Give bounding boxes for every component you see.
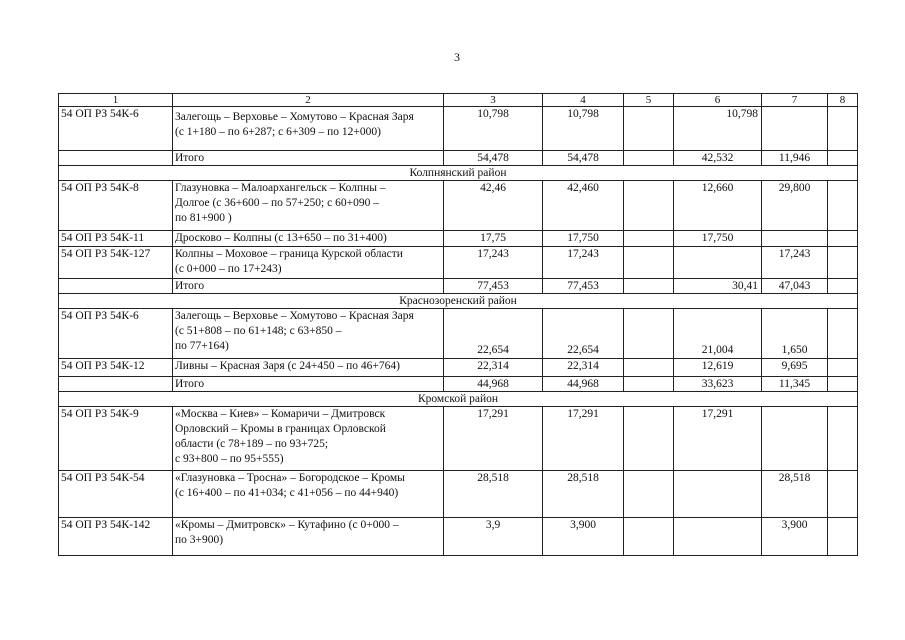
road-name-line: «Глазуновка – Тросна» – Богородское – Кромы (175, 472, 405, 484)
cell-col5 (624, 359, 674, 377)
road-name-line: с 93+800 – по 95+555) (175, 453, 284, 465)
road-name-line: «Москва – Киев» – Комаричи – Дмитровск (175, 408, 386, 420)
cell-col7: 47,043 (762, 279, 828, 294)
cell-col5 (624, 107, 674, 151)
road-name-line: (с 1+180 – по 6+287; с 6+309 – по 12+000) (175, 126, 381, 138)
column-header: 6 (674, 94, 762, 107)
road-code: 54 ОП РЗ 54К-11 (59, 231, 173, 247)
road-code: 54 ОП РЗ 54К-142 (59, 518, 173, 556)
road-name-line: области (с 78+189 – по 93+725; (175, 438, 329, 450)
cell-col4: 42,460 (543, 181, 624, 231)
cell-col7: 3,900 (762, 518, 828, 556)
column-header: 7 (762, 94, 828, 107)
district-row (59, 166, 858, 181)
total-row (59, 279, 858, 294)
cell-col5 (624, 309, 674, 359)
table-header-row (59, 94, 858, 107)
cell-col3: 22,314 (444, 359, 543, 377)
cell-col6: 17,750 (674, 231, 762, 247)
road-name (173, 518, 444, 556)
cell-col5 (624, 377, 674, 392)
road-code: 54 ОП РЗ 54К-127 (59, 247, 173, 279)
roads-table (58, 93, 858, 556)
cell-col6: 33,623 (674, 377, 762, 392)
total-row (59, 377, 858, 392)
cell-col4: 3,900 (543, 518, 624, 556)
road-code: 54 ОП РЗ 54К-6 (59, 309, 173, 359)
table-row (59, 471, 858, 518)
cell-col3: 42,46 (444, 181, 543, 231)
cell-col3: 17,243 (444, 247, 543, 279)
road-name-line: «Кромы – Дмитровск» – Кутафино (с 0+000 – (175, 519, 399, 531)
cell-col4: 17,291 (543, 407, 624, 471)
cell-col3: 10,798 (444, 107, 543, 151)
cell-col3: 17,291 (444, 407, 543, 471)
total-label: Итого (173, 279, 444, 294)
road-name-line: Залегощь – Верховье – Хомутово – Красная Заря (175, 310, 414, 322)
cell-col4: 10,798 (543, 107, 624, 151)
cell-col8 (828, 518, 858, 556)
total-label: Итого (173, 377, 444, 392)
cell-col7: 17,243 (762, 247, 828, 279)
road-name-line: Дросково – Колпны (с 13+650 – по 31+400) (175, 232, 387, 244)
cell-col7: 11,946 (762, 151, 828, 166)
column-header: 2 (173, 94, 444, 107)
road-code: 54 ОП РЗ 54К-8 (59, 181, 173, 231)
cell-col8 (828, 377, 858, 392)
column-header: 4 (543, 94, 624, 107)
table-row (59, 518, 858, 556)
road-name-line: (с 0+000 – по 17+243) (175, 263, 282, 275)
cell-col7 (762, 231, 828, 247)
cell-col7: 29,800 (762, 181, 828, 231)
cell-col8 (828, 471, 858, 518)
cell-col8 (828, 309, 858, 359)
cell-col3: 44,968 (444, 377, 543, 392)
cell-col6: 21,004 (674, 309, 762, 359)
table-row (59, 247, 858, 279)
cell-col4: 22,654 (543, 309, 624, 359)
road-name-line: по 3+900) (175, 534, 224, 546)
road-name-line: Ливны – Красная Заря (с 24+450 – по 46+764) (175, 360, 400, 372)
district-name: Колпнянский район (59, 166, 858, 181)
road-name (173, 471, 444, 518)
cell-col8 (828, 247, 858, 279)
table-row (59, 231, 858, 247)
cell-col4: 22,314 (543, 359, 624, 377)
road-name-line: Долгое (с 36+600 – по 57+250; с 60+090 – (175, 197, 379, 209)
road-name-line: Глазуновка – Малоархангельск – Колпны – (175, 182, 386, 194)
cell-col5 (624, 279, 674, 294)
cell-col8 (828, 359, 858, 377)
cell-col5 (624, 231, 674, 247)
cell-col8 (828, 231, 858, 247)
cell-col7: 28,518 (762, 471, 828, 518)
cell-col8 (828, 279, 858, 294)
column-header: 3 (444, 94, 543, 107)
cell-col3: 3,9 (444, 518, 543, 556)
road-name (173, 407, 444, 471)
cell-col4: 44,968 (543, 377, 624, 392)
cell-col6: 30,41 (674, 279, 762, 294)
cell-col7: 9,695 (762, 359, 828, 377)
empty-cell (59, 377, 173, 392)
column-header: 8 (828, 94, 858, 107)
road-name (173, 247, 444, 279)
empty-cell (59, 279, 173, 294)
cell-col6: 10,798 (674, 107, 762, 151)
road-name-line: Колпны – Моховое – граница Курской области (175, 248, 403, 260)
cell-col4: 28,518 (543, 471, 624, 518)
cell-col3: 17,75 (444, 231, 543, 247)
cell-col6 (674, 247, 762, 279)
cell-col4: 54,478 (543, 151, 624, 166)
district-name: Кромской район (59, 392, 858, 407)
road-name (173, 231, 444, 247)
cell-col8 (828, 181, 858, 231)
table-row (59, 309, 858, 359)
road-name (173, 107, 444, 151)
road-name-line: (с 51+808 – по 61+148; с 63+850 – (175, 325, 342, 337)
table-row (59, 107, 858, 151)
cell-col6: 42,532 (674, 151, 762, 166)
column-header: 1 (59, 94, 173, 107)
cell-col4: 17,750 (543, 231, 624, 247)
road-name-line: Орловский – Кромы в границах Орловской (175, 423, 386, 435)
cell-col7: 11,345 (762, 377, 828, 392)
table-row (59, 359, 858, 377)
cell-col6: 17,291 (674, 407, 762, 471)
cell-col5 (624, 181, 674, 231)
cell-col5 (624, 407, 674, 471)
total-row (59, 151, 858, 166)
page-number: 3 (454, 50, 460, 64)
cell-col4: 77,453 (543, 279, 624, 294)
cell-col5 (624, 471, 674, 518)
cell-col8 (828, 107, 858, 151)
cell-col8 (828, 151, 858, 166)
cell-col3: 77,453 (444, 279, 543, 294)
total-label: Итого (173, 151, 444, 166)
road-name-line: (с 16+400 – по 41+034; с 41+056 – по 44+940) (175, 487, 399, 499)
cell-col7: 1,650 (762, 309, 828, 359)
cell-col5 (624, 151, 674, 166)
road-name (173, 309, 444, 359)
cell-col5 (624, 247, 674, 279)
district-name: Краснозоренский район (59, 294, 858, 309)
road-code: 54 ОП РЗ 54К-9 (59, 407, 173, 471)
cell-col6: 12,660 (674, 181, 762, 231)
column-header: 5 (624, 94, 674, 107)
district-row (59, 294, 858, 309)
road-name-line: по 81+900 ) (175, 212, 232, 224)
road-code: 54 ОП РЗ 54К-54 (59, 471, 173, 518)
cell-col8 (828, 407, 858, 471)
cell-col3: 54,478 (444, 151, 543, 166)
cell-col6: 12,619 (674, 359, 762, 377)
district-row (59, 392, 858, 407)
cell-col3: 28,518 (444, 471, 543, 518)
cell-col3: 22,654 (444, 309, 543, 359)
cell-col6 (674, 518, 762, 556)
table-row (59, 407, 858, 471)
road-name-line: Залегощь – Верховье – Хомутово – Красная Заря (175, 111, 414, 123)
road-code: 54 ОП РЗ 54К-6 (59, 107, 173, 151)
cell-col7 (762, 107, 828, 151)
road-name (173, 359, 444, 377)
table-row (59, 181, 858, 231)
road-name-line: по 77+164) (175, 340, 229, 352)
cell-col4: 17,243 (543, 247, 624, 279)
empty-cell (59, 151, 173, 166)
cell-col7 (762, 407, 828, 471)
road-code: 54 ОП РЗ 54К-12 (59, 359, 173, 377)
cell-col5 (624, 518, 674, 556)
cell-col6 (674, 471, 762, 518)
road-name (173, 181, 444, 231)
